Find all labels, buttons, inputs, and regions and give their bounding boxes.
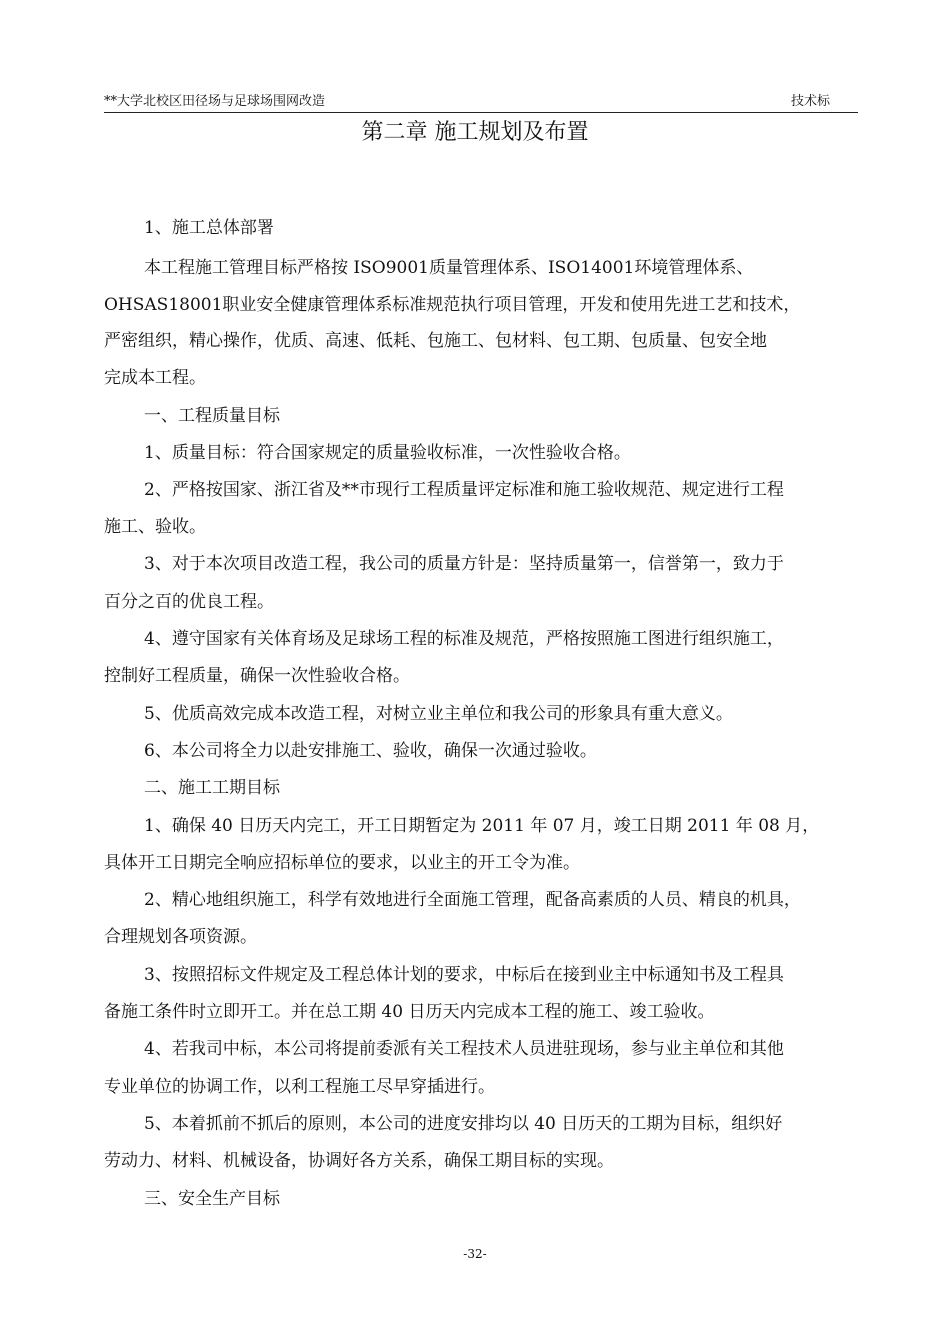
list-item: 1、质量目标：符合国家规定的质量验收标准，一次性验收合格。 bbox=[144, 443, 631, 463]
list-item: 5、本着抓前不抓后的原则，本公司的进度安排均以 40 日历天的工期为目标，组织好 bbox=[144, 1114, 783, 1134]
list-item: 6、本公司将全力以赴安排施工、验收，确保一次通过验收。 bbox=[144, 741, 597, 761]
list-item-continuation: 具体开工日期完全响应招标单位的要求，以业主的开工令为准。 bbox=[104, 853, 580, 873]
list-item-continuation: 专业单位的协调工作，以利工程施工尽早穿插进行。 bbox=[104, 1077, 495, 1097]
list-item: 4、若我司中标，本公司将提前委派有关工程技术人员进驻现场，参与业主单位和其他 bbox=[144, 1039, 784, 1059]
list-item: 3、按照招标文件规定及工程总体计划的要求，中标后在接到业主中标通知书及工程具 bbox=[144, 965, 784, 985]
section-heading: 1、施工总体部署 bbox=[144, 218, 274, 238]
section-heading: 一、工程质量目标 bbox=[144, 406, 280, 426]
list-item: 3、对于本次项目改造工程，我公司的质量方针是：坚持质量第一，信誉第一，致力于 bbox=[144, 554, 784, 574]
list-item-continuation: 劳动力、材料、机械设备，协调好各方关系，确保工期目标的实现。 bbox=[104, 1151, 614, 1171]
list-item: 2、严格按国家、浙江省及**市现行工程质量评定标准和施工验收规范、规定进行工程 bbox=[144, 480, 784, 500]
list-item-continuation: 合理规划各项资源。 bbox=[104, 927, 257, 947]
list-item: 1、确保 40 日历天内完工，开工日期暂定为 2011 年 07 月，竣工日期 2011 年 08 月， bbox=[144, 816, 820, 836]
list-item-continuation: 控制好工程质量，确保一次性验收合格。 bbox=[104, 666, 410, 686]
section-heading: 二、施工工期目标 bbox=[144, 778, 280, 798]
list-item-continuation: 施工、验收。 bbox=[104, 517, 206, 537]
paragraph-line: 严密组织，精心操作，优质、高速、低耗、包施工、包材料、包工期、包质量、包安全地 bbox=[104, 331, 767, 351]
paragraph-line: 完成本工程。 bbox=[104, 368, 206, 388]
paragraph-line: 本工程施工管理目标严格按 ISO9001质量管理体系、ISO14001环境管理体系、 bbox=[144, 258, 754, 278]
chapter-title: 第二章 施工规划及布置 bbox=[361, 120, 589, 145]
paragraph-line: OHSAS18001职业安全健康管理体系标准规范执行项目管理，开发和使用先进工艺和技术， bbox=[104, 295, 801, 315]
list-item-continuation: 备施工条件时立即开工。并在总工期 40 日历天内完成本工程的施工、竣工验收。 bbox=[104, 1002, 715, 1022]
header-project-name: **大学北校区田径场与足球场围网改造 bbox=[104, 94, 326, 109]
list-item: 5、优质高效完成本改造工程，对树立业主单位和我公司的形象具有重大意义。 bbox=[144, 704, 733, 724]
list-item: 2、精心地组织施工，科学有效地进行全面施工管理，配备高素质的人员、精良的机具， bbox=[144, 890, 801, 910]
page-header bbox=[104, 92, 858, 113]
header-document-type: 技术标 bbox=[790, 94, 830, 109]
list-item-continuation: 百分之百的优良工程。 bbox=[104, 592, 274, 612]
section-heading: 三、安全生产目标 bbox=[144, 1189, 280, 1209]
list-item: 4、遵守国家有关体育场及足球场工程的标准及规范，严格按照施工图进行组织施工， bbox=[144, 629, 784, 649]
page-number: -32- bbox=[463, 1247, 487, 1261]
